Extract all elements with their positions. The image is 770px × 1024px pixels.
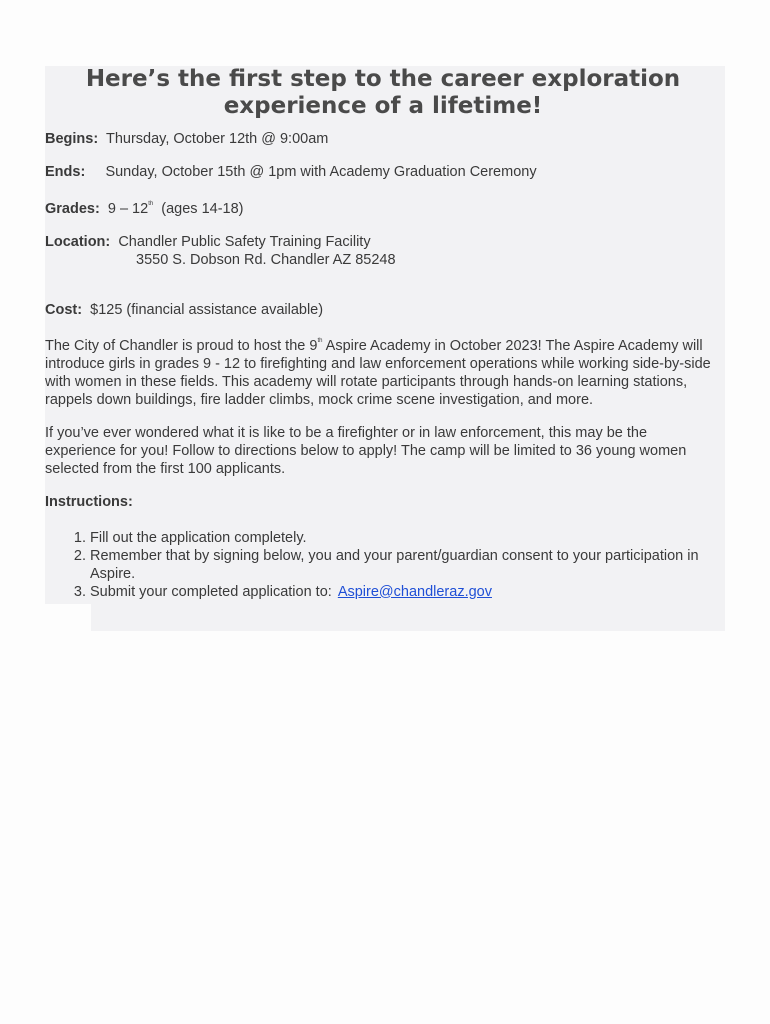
- instructions-label: Instructions:: [45, 493, 133, 510]
- instruction-1: Fill out the application completely.: [90, 529, 307, 546]
- cost-value: $125 (financial assistance available): [90, 301, 324, 318]
- document-body: [45, 66, 721, 601]
- instructions-list: [45, 529, 721, 601]
- instruction-2: Remember that by signing below, you and your parent/guardian consent to your participation in Aspire.: [90, 547, 699, 582]
- intro-text-start: The City of Chandler is proud to host the 9: [45, 337, 318, 354]
- email-link[interactable]: Aspire@chandleraz.gov: [337, 583, 492, 600]
- wonder-paragraph: If you’ve ever wondered what it is like to be a firefighter or in law enforcement, this may be the experience for you! Follow to directions below to apply! The camp will be limited to 36 young women selected from the first 100 applicants.: [45, 424, 687, 477]
- list-item: [90, 583, 721, 601]
- location-row: [45, 233, 721, 269]
- begins-value: Thursday, October 12th @ 9:00am: [105, 131, 329, 147]
- ends-label: Ends:: [45, 164, 86, 180]
- list-item: [90, 547, 721, 583]
- location-line2: 3550 S. Dobson Rd. Chandler AZ 85248: [136, 251, 396, 268]
- location-label: Location:: [45, 233, 111, 250]
- intro-superscript: th: [317, 337, 323, 344]
- begins-label: Begins:: [45, 131, 99, 147]
- grades-label: Grades:: [45, 200, 100, 217]
- grades-superscript: th: [148, 201, 154, 207]
- instruction-3: Submit your completed application to:: [90, 583, 332, 600]
- panel-notch: [45, 604, 91, 632]
- ends-value: Sunday, October 15th @ 1pm with Academy Graduation Ceremony: [105, 164, 537, 180]
- page-title: Here’s the first step to the career exploration experience of a lifetime!: [85, 66, 681, 119]
- grades-value: 9 – 12: [107, 200, 149, 217]
- cost-row: [45, 301, 721, 319]
- grades-row: [45, 197, 721, 218]
- intro-paragraph: [45, 334, 721, 409]
- cost-label: Cost:: [45, 301, 83, 318]
- location-line1: Chandler Public Safety Training Facility: [118, 233, 371, 250]
- intro-text-rest: Aspire Academy in October 2023! The Aspire Academy will introduce girls in grades 9 - 12 to firefighting and law enforcement operations while working side-by-side with women in these fields. This academy will rotate participants through hands-on learning stations, rappels down buildings, fire ladder climbs, mock crime scene investigation, and more.: [45, 337, 711, 408]
- ends-row: [45, 163, 721, 181]
- list-item: [90, 529, 721, 547]
- begins-row: [45, 130, 721, 148]
- instructions-heading: [45, 493, 721, 511]
- grades-ages: (ages 14-18): [161, 200, 244, 217]
